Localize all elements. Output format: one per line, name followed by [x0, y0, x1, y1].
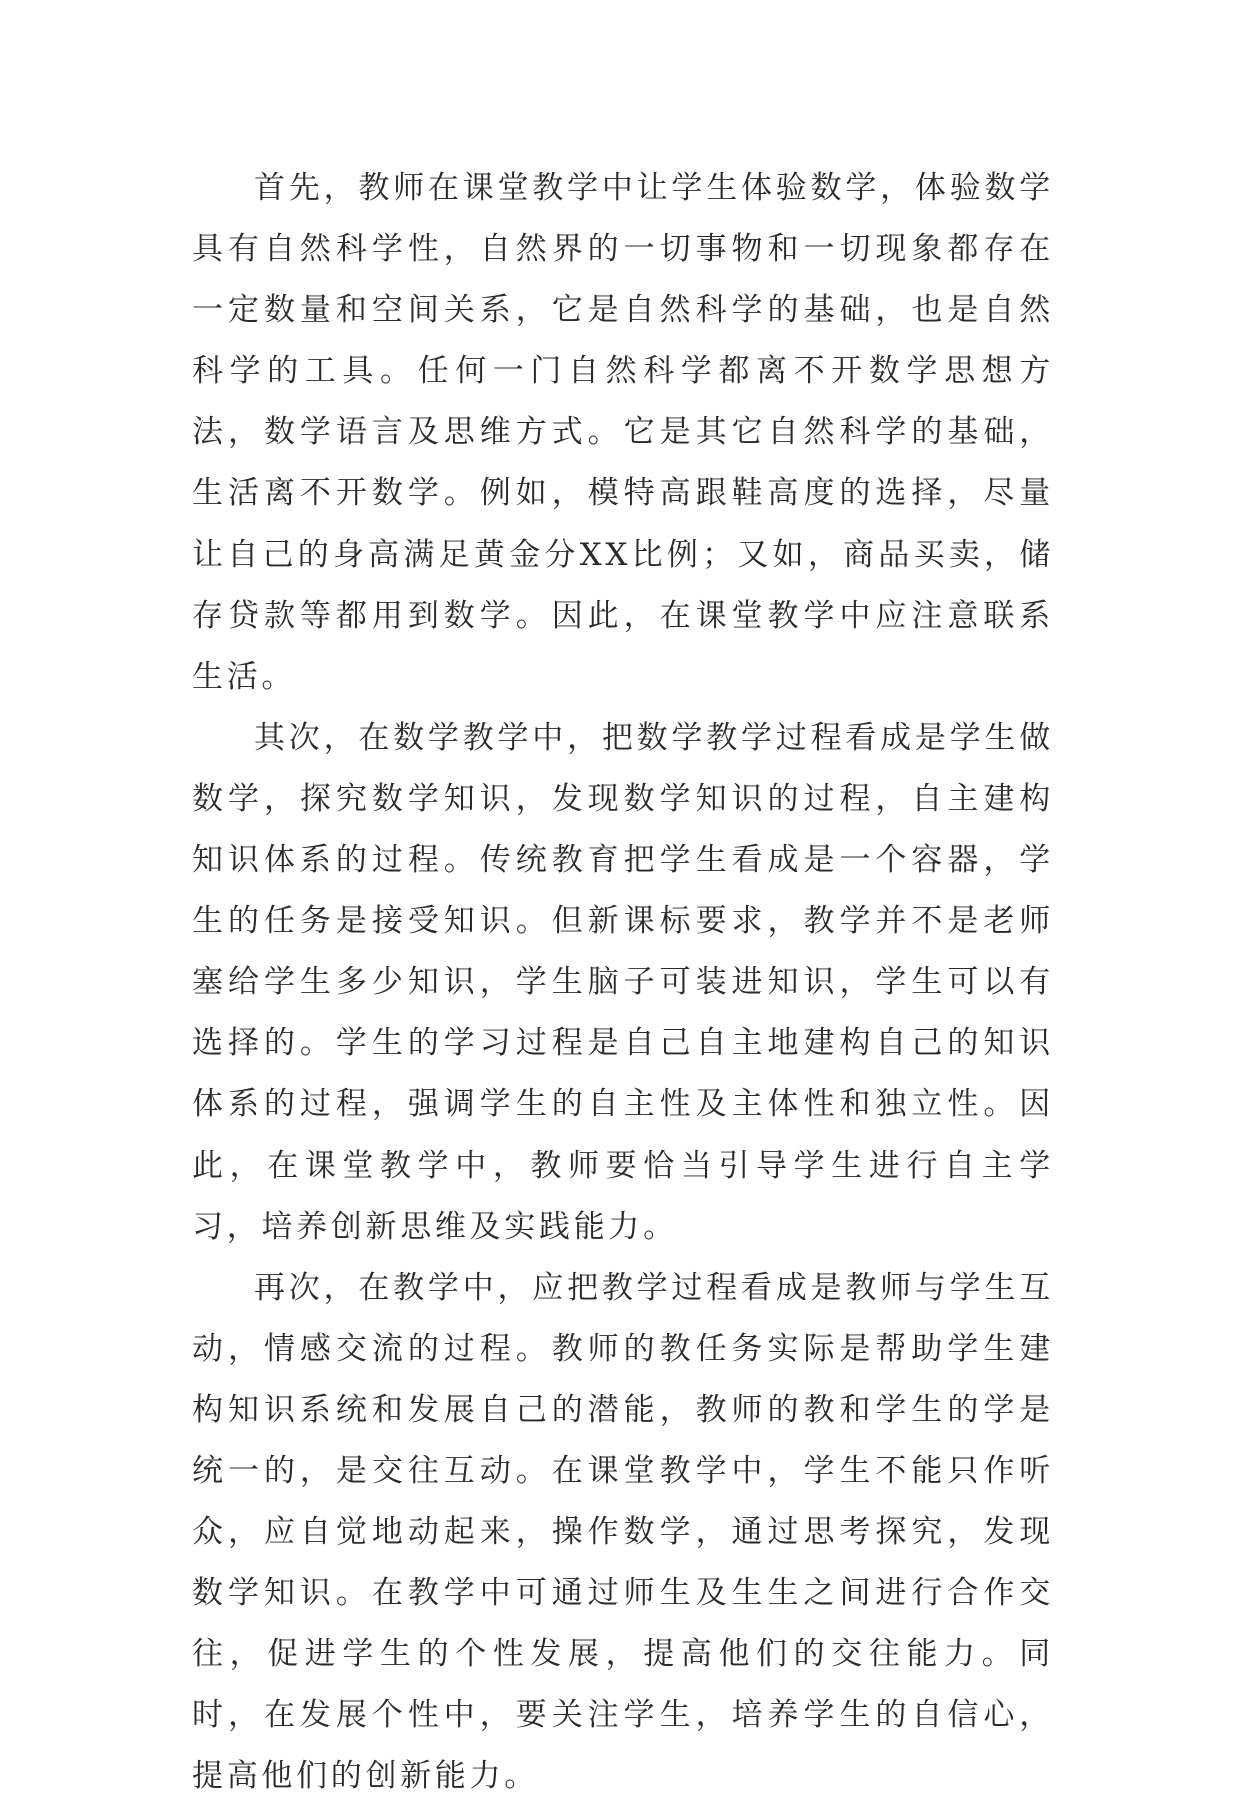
paragraph-first: 首先，教师在课堂教学中让学生体验数学，体验数学具有自然科学性，自然界的一切事物和一切现象都存在一定数量和空间关系，它是自然科学的基础，也是自然科学的工具。任何一门自然科学都离不开数学思想方法，数学语言及思维方式。它是其它自然科学的基础，生活离不开数学。例如，模特高跟鞋高度的选择，尽量让自己的身高满足黄金分XX比例；又如，商品买卖，储存贷款等都用到数学。因此，在课堂教学中应注意联系生活。 [192, 170, 1054, 695]
paragraph-second: 其次，在数学教学中，把数学教学过程看成是学生做数学，探究数学知识，发现数学知识的过程，自主建构知识体系的过程。传统教育把学生看成是一个容器，学生的任务是接受知识。但新课标要求，教学并不是老师塞给学生多少知识，学生脑子可装进知识，学生可以有选择的。学生的学习过程是自己自主地建构自己的知识体系的过程，强调学生的自主性及主体性和独立性。因此，在课堂教学中，教师要恰当引导学生进行自主学习，培养创新思维及实践能力。 [192, 719, 1054, 1245]
document-body [192, 158, 1054, 1808]
paragraph-third: 再次，在教学中，应把教学过程看成是教师与学生互动，情感交流的过程。教师的教任务实际是帮助学生建构知识系统和发展自己的潜能，教师的教和学生的学是统一的，是交往互动。在课堂教学中，学生不能只作听众，应自觉地动起来，操作数学，通过思考探究，发现数学知识。在教学中可通过师生及生生之间进行合作交往，促进学生的个性发展，提高他们的交往能力。同时，在发展个性中，要关注学生，培养学生的自信心，提高他们的创新能力。 [192, 1269, 1054, 1795]
